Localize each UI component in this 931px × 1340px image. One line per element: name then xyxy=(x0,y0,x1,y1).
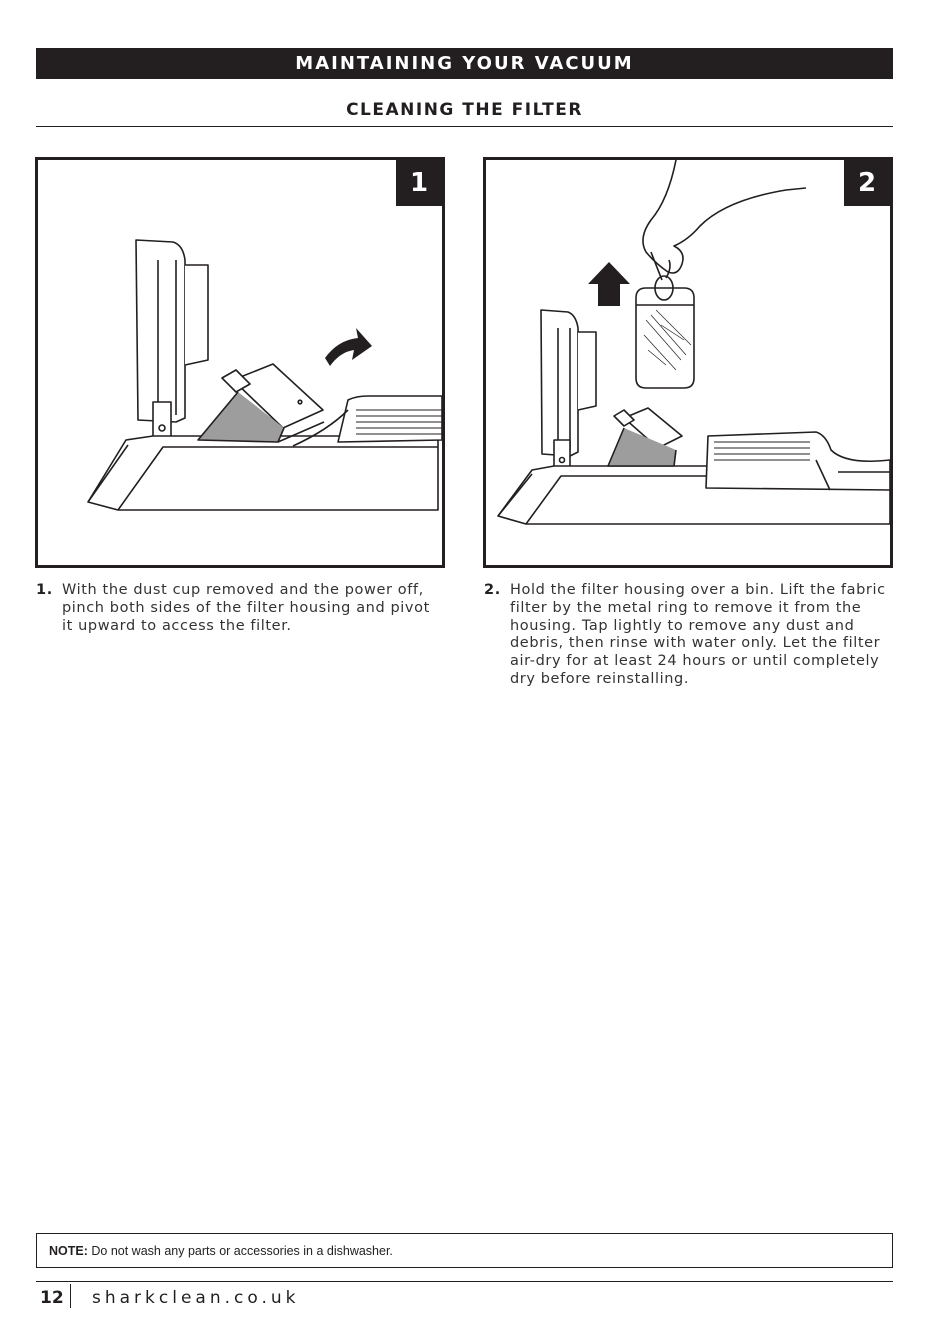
step-2-illustration-panel xyxy=(483,157,893,568)
page-number: 12 xyxy=(40,1288,64,1308)
page-title: MAINTAINING YOUR VACUUM xyxy=(295,53,634,74)
page-header-bar xyxy=(36,48,893,79)
step-1-number: 1. xyxy=(36,582,53,598)
note-text: Do not wash any parts or accessories in a dishwasher. xyxy=(87,1244,393,1258)
note-box xyxy=(36,1233,893,1268)
filter-removal-illustration xyxy=(486,160,890,565)
step-2-number: 2. xyxy=(484,582,501,598)
section-divider xyxy=(36,126,893,127)
step-1-illustration-panel xyxy=(35,157,445,568)
note-label: NOTE: xyxy=(49,1244,88,1258)
step-1-text: With the dust cup removed and the power off, pinch both sides of the filter housing and pivot it upward to access the filter. xyxy=(62,582,430,634)
filter-housing-pivot-illustration xyxy=(38,160,442,565)
step-1-badge: 1 xyxy=(396,160,442,206)
footer-divider xyxy=(36,1281,893,1282)
section-title: CLEANING THE FILTER xyxy=(346,100,583,120)
step-2-badge: 2 xyxy=(844,160,890,206)
step-2-text: Hold the filter housing over a bin. Lift the fabric filter by the metal ring to remove it from the housing. Tap lightly to remove any dust and debris, then rinse with water only. Let the filter air-dry for at least 24 hours or until completely dry before reinstalling. xyxy=(510,582,886,687)
footer-separator xyxy=(70,1284,71,1308)
footer-website: sharkclean.co.uk xyxy=(92,1288,300,1308)
